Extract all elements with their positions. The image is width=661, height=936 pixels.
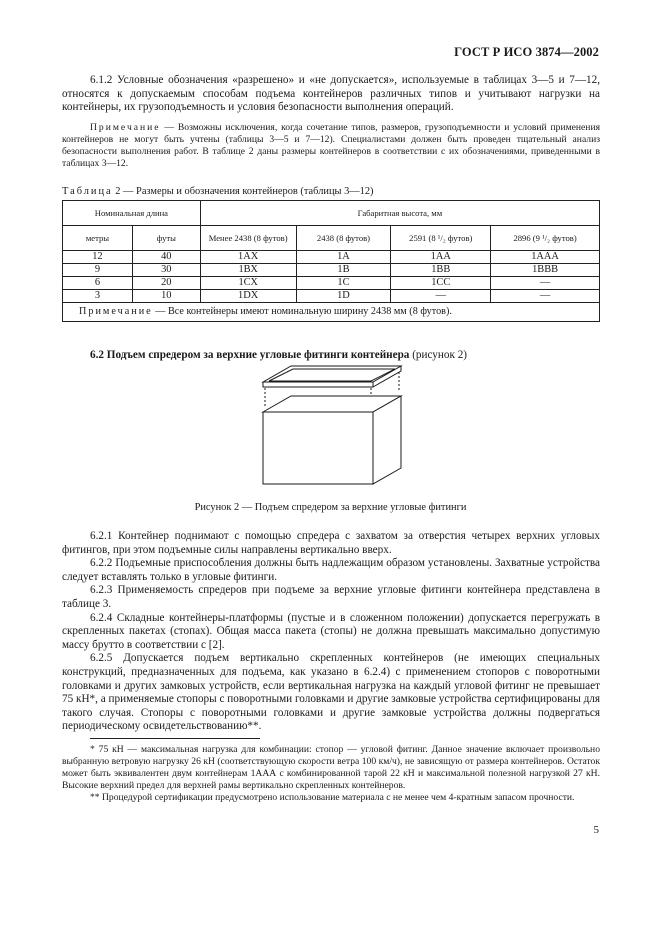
- subheader-feet: футы: [132, 226, 200, 251]
- section-heading-6-2: [90, 349, 467, 361]
- paragraph-6-2-3: 6.2.3 Применяемость спредеров при подъеме за верхние угловые фитинги контейнера представлена в таблице 3.: [62, 584, 600, 610]
- cell-code: 1ВВ: [391, 264, 491, 277]
- cell-code: 1D: [296, 290, 391, 303]
- table-row: [63, 264, 600, 277]
- footnote-separator: [90, 738, 260, 739]
- paragraph-6-2-4: 6.2.4 Складные контейнеры-платформы (пустые и в сложенном положении) допускается перегружать в скрепленных пакетах (стопах). Общая масса пакета (стопы) не должна превышать максимально допустимую массу брутто в соответствии с [2].: [62, 611, 600, 651]
- footnote-1: * 75 кН — максимальная нагрузка для комбинации: стопор — угловой фитинг. Данное значение включает произвольно выбранную ветровую нагрузку 26 кН (соответствующую скорости ветра 100 км/ч), не зависящую от размера контейнеров. Остаток может быть эквивалентен двум контейнерам 1ААА с комбинированной тарой 22 кН и максимальной полезной нагрузкой 27 кН. Высокие верхний предел для верхней рамы вертикально скрепленных контейнеров.: [62, 744, 600, 791]
- cell-meters: 9: [63, 264, 133, 277]
- subheader-height-1: Менее 2438 (8 футов): [200, 226, 296, 251]
- table-2-caption: [62, 186, 374, 197]
- paragraph-6-2-5: 6.2.5 Допускается подъем вертикально скрепленных контейнеров (не имеющих специальных конструкций, предназначенных для подъема, как указано в 6.2.4) с применением стопоров с поворотными головками и других замковых устройств, если вертикальная нагрузка на каждый угловой фитинг не превышает 75 кН*, а применяемые стопоры с поворотными головками и другие замковые устройства сертифицированы для такого случая. Стопоры с поворотными головками и другие замковые устройства должны подвергаться периодическому освидетельствованию**.: [62, 652, 600, 733]
- subheader-meters: метры: [63, 226, 133, 251]
- cell-code: 1С: [296, 277, 391, 290]
- subheader-height-4: 2896 (9 ¹/₂ футов): [491, 226, 600, 251]
- header-nominal-length: Номинальная длина: [63, 201, 201, 226]
- figure-2-caption: Рисунок 2 — Подъем спредером за верхние угловые фитинги: [194, 502, 467, 513]
- cell-code: 1СС: [391, 277, 491, 290]
- table-note-row: [63, 303, 600, 322]
- cell-meters: 12: [63, 251, 133, 264]
- cell-code: 1А: [296, 251, 391, 264]
- table-header-row: [63, 201, 600, 226]
- table-note-text: — Все контейнеры имеют номинальную ширину 2438 мм (8 футов).: [152, 306, 452, 317]
- cell-feet: 40: [132, 251, 200, 264]
- note-text: — Возможны исключения, когда сочетание типов, размеров, грузоподъемности и условий применения контейнеров не могут быть учтены (таблицы 3—5 и 7—12). Специалистами должен быть проведен тщательный анализ безопасности выполнения работ. В таблице 2 даны размеры контейнеров в соответствии с их обозначениями, приведенными в таблицах 3—12.: [62, 122, 600, 169]
- table-2: [62, 200, 600, 322]
- section-title-ref: (рисунок 2): [409, 349, 468, 361]
- paragraph-6-2-1: 6.2.1 Контейнер поднимают с помощью спредера с захватом за отверстия четырех верхних угловых фитингов, при этом подъемные силы направлены вертикально вверх.: [62, 530, 600, 556]
- table-caption-text: 2 — Размеры и обозначения контейнеров (таблицы 3—12): [112, 186, 374, 197]
- paragraph-text: 6.1.2 Условные обозначения «разрешено» и «не допускается», используемые в таблицах 3—5 и 7—12, относятся к допускаемым способам подъема контейнеров различных типов и учитывают нагрузки на контейнеры, их грузоподъемность и условия безопасности выполнения операций.: [62, 74, 600, 114]
- cell-code: 1СХ: [200, 277, 296, 290]
- spreader-container-illustration: [255, 362, 405, 490]
- cell-feet: 30: [132, 264, 200, 277]
- note-paragraph: [62, 122, 600, 170]
- cell-code: 1АА: [391, 251, 491, 264]
- figure-2-container: [255, 362, 405, 495]
- cell-feet: 20: [132, 277, 200, 290]
- cell-code: —: [391, 290, 491, 303]
- subheader-height-2: 2438 (8 футов): [296, 226, 391, 251]
- page-number: 5: [593, 824, 599, 836]
- table-subheader-row: [63, 226, 600, 251]
- paragraphs-6-2: [62, 530, 600, 734]
- cell-code: 1ВВВ: [491, 264, 600, 277]
- footnotes: [62, 744, 600, 804]
- cell-meters: 6: [63, 277, 133, 290]
- section-title: 6.2 Подъем спредером за верхние угловые фитинги контейнера: [90, 349, 410, 361]
- table-row: [63, 251, 600, 264]
- note-label: Примечание: [90, 122, 161, 133]
- table-row: [63, 277, 600, 290]
- cell-code: 1АХ: [200, 251, 296, 264]
- table-note: [63, 303, 600, 322]
- cell-code: 1ВХ: [200, 264, 296, 277]
- standard-header: ГОСТ Р ИСО 3874—2002: [454, 45, 599, 59]
- cell-meters: 3: [63, 290, 133, 303]
- table-caption-label: Таблица: [62, 186, 113, 197]
- paragraph-6-2-2: 6.2.2 Подъемные приспособления должны быть надлежащим образом установлены. Захватные устройства следует вставлять только в угловые фитинги.: [62, 557, 600, 583]
- footnote-2: ** Процедурой сертификации предусмотрено использование материала с не менее чем 4-кратным запасом прочности.: [90, 792, 575, 803]
- cell-code: 1В: [296, 264, 391, 277]
- header-overall-height: Габаритная высота, мм: [200, 201, 599, 226]
- cell-code: —: [491, 277, 600, 290]
- table-note-label: Примечание: [79, 306, 153, 317]
- cell-code: 1DX: [200, 290, 296, 303]
- cell-code: —: [491, 290, 600, 303]
- subheader-height-3: 2591 (8 ¹/₂ футов): [391, 226, 491, 251]
- cell-code: 1ААА: [491, 251, 600, 264]
- paragraph-6-1-2: [62, 74, 600, 115]
- note-6-1-2: [62, 122, 600, 170]
- table-row: [63, 290, 600, 303]
- cell-feet: 10: [132, 290, 200, 303]
